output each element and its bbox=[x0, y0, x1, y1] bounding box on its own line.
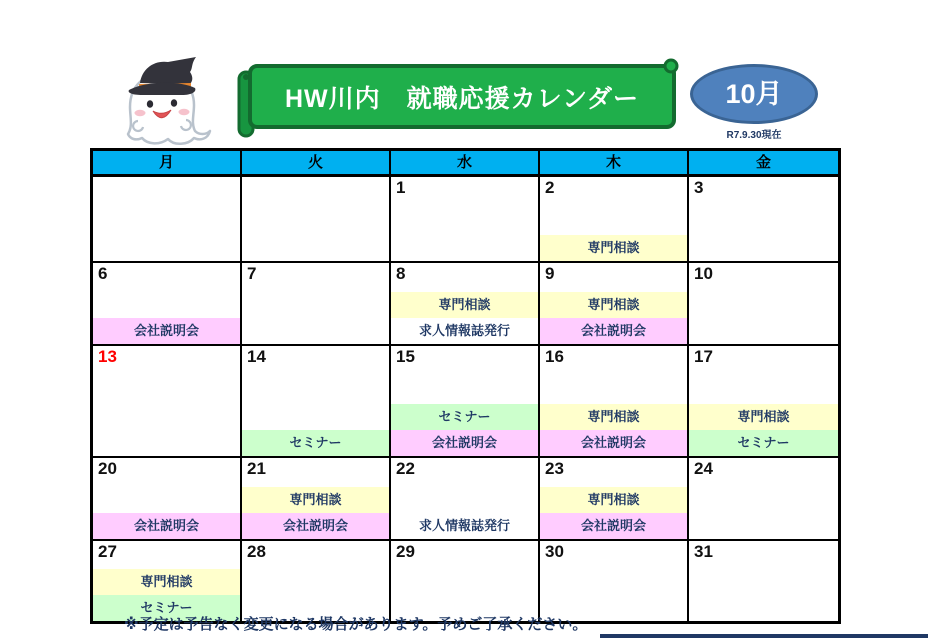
day-number: 29 bbox=[396, 542, 415, 561]
day-number: 9 bbox=[545, 264, 555, 283]
page-title: HW川内 就職応援カレンダー bbox=[284, 85, 640, 113]
eye-icon bbox=[147, 100, 153, 108]
day-number: 14 bbox=[247, 347, 266, 366]
day-number: 24 bbox=[694, 459, 713, 478]
day-number: 23 bbox=[545, 459, 564, 478]
weekday-header: 水 bbox=[391, 151, 540, 174]
calendar-cell bbox=[391, 458, 540, 539]
day-number: 17 bbox=[694, 347, 713, 366]
calendar-cell bbox=[93, 458, 242, 539]
event-chip: 求人情報誌発行 bbox=[418, 323, 510, 338]
calendar-week-row bbox=[93, 458, 838, 541]
calendar-cell bbox=[689, 346, 838, 456]
scroll-curl-icon bbox=[243, 74, 249, 80]
event-chip: 専門相談 bbox=[540, 292, 687, 318]
event-chip: 会社説明会 bbox=[93, 318, 240, 344]
day-number: 8 bbox=[396, 264, 406, 283]
calendar-cell bbox=[391, 263, 540, 344]
calendar-cell bbox=[391, 346, 540, 456]
event-chip: 会社説明会 bbox=[93, 513, 240, 539]
calendar-cell bbox=[242, 458, 391, 539]
calendar-cell bbox=[689, 177, 838, 261]
calendar-cell bbox=[391, 177, 540, 261]
calendar-cell bbox=[540, 177, 689, 261]
event-chip: 会社説明会 bbox=[391, 430, 538, 456]
calendar-week-row bbox=[93, 177, 838, 263]
event-chip: 会社説明会 bbox=[540, 318, 687, 344]
calendar-cell bbox=[540, 458, 689, 539]
calendar-cell bbox=[540, 263, 689, 344]
month-badge: 10月 bbox=[690, 64, 818, 124]
calendar-cell bbox=[540, 541, 689, 621]
footer-disclaimer: ※予定は予告なく変更になる場合があります。予めご了承ください。 bbox=[124, 616, 588, 633]
weekday-header: 金 bbox=[689, 151, 838, 174]
calendar-cell bbox=[391, 541, 540, 621]
weekday-header: 月 bbox=[93, 151, 242, 174]
day-number: 28 bbox=[247, 542, 266, 561]
calendar-cell bbox=[93, 541, 242, 621]
event-chip: 専門相談 bbox=[540, 404, 687, 430]
day-number: 27 bbox=[98, 542, 117, 561]
calendar-cell bbox=[93, 263, 242, 344]
event-chip: セミナー bbox=[93, 595, 240, 621]
as-of-date: R7.9.30現在 bbox=[726, 130, 782, 141]
event-chip: 専門相談 bbox=[540, 487, 687, 513]
ghost-mascot-icon bbox=[100, 54, 225, 148]
calendar-cell bbox=[540, 346, 689, 456]
event-chip: 求人情報誌発行 bbox=[418, 518, 510, 533]
calendar-cell bbox=[242, 346, 391, 456]
calendar-cell bbox=[689, 541, 838, 621]
day-number: 13 bbox=[98, 347, 117, 366]
witch-hat-icon bbox=[140, 57, 196, 84]
event-chip: セミナー bbox=[689, 430, 838, 456]
event-chip: 専門相談 bbox=[391, 292, 538, 318]
calendar-table bbox=[90, 148, 841, 624]
scroll-knob-icon bbox=[665, 60, 677, 72]
day-number: 31 bbox=[694, 542, 713, 561]
event-chip: 会社説明会 bbox=[540, 513, 687, 539]
day-number: 3 bbox=[694, 178, 704, 197]
day-number: 10 bbox=[694, 264, 713, 283]
weekday-header-row bbox=[93, 151, 838, 177]
calendar-cell bbox=[93, 177, 242, 261]
event-chip: 専門相談 bbox=[540, 235, 687, 261]
event-chip: 専門相談 bbox=[242, 487, 389, 513]
day-number: 7 bbox=[247, 264, 257, 283]
day-number: 30 bbox=[545, 542, 564, 561]
calendar-cell bbox=[689, 458, 838, 539]
day-number: 1 bbox=[396, 178, 406, 197]
bottom-divider bbox=[600, 634, 928, 638]
day-number: 20 bbox=[98, 459, 117, 478]
calendar-cell bbox=[242, 541, 391, 621]
day-number: 16 bbox=[545, 347, 564, 366]
calendar-cell bbox=[242, 177, 391, 261]
calendar-week-row bbox=[93, 346, 838, 458]
eye-icon bbox=[171, 99, 177, 107]
day-number: 15 bbox=[396, 347, 415, 366]
event-chip: セミナー bbox=[391, 404, 538, 430]
event-chip: セミナー bbox=[242, 430, 389, 456]
calendar-cell bbox=[242, 263, 391, 344]
weekday-header: 火 bbox=[242, 151, 391, 174]
day-number: 22 bbox=[396, 459, 415, 478]
calendar-week-row bbox=[93, 263, 838, 346]
calendar-cell bbox=[93, 346, 242, 456]
calendar-week-row bbox=[93, 541, 838, 621]
event-chip: 専門相談 bbox=[689, 404, 838, 430]
event-chip: 会社説明会 bbox=[540, 430, 687, 456]
calendar-cell bbox=[689, 263, 838, 344]
day-number: 2 bbox=[545, 178, 555, 197]
day-number: 21 bbox=[247, 459, 266, 478]
event-chip: 専門相談 bbox=[93, 569, 240, 595]
event-chip: 会社説明会 bbox=[242, 513, 389, 539]
day-number: 6 bbox=[98, 264, 108, 283]
weekday-header: 木 bbox=[540, 151, 689, 174]
